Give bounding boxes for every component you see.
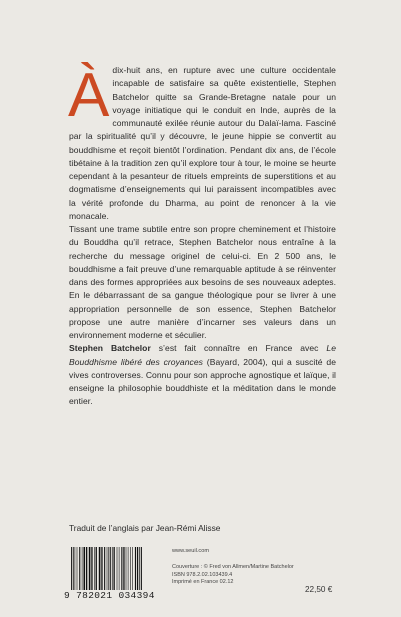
publisher-website: www.seuil.com [172, 548, 209, 554]
author-bio [69, 342, 336, 408]
drop-cap: À [68, 61, 110, 130]
intro-paragraph-text: dix-huit ans, en rupture avec une culture occidentale incapable de satisfaire sa quête existentielle, Stephen Batchelor quitte sa Grande-Bretagne natale pour un voyage initiatique qui le conduit en Inde, auprès de la communauté exilée réunie autour du Dalaï-lama. Fasciné par la spiritualité qu’il y découvre, le jeune hippie se convertit au bouddhisme et reçoit bientôt l’ordination. Pendant dix ans, de l’école tibétaine à la tradition zen qu’il explore tour à tour, le moine se heurte cependant à la pesanteur de rituels empreints de superstitions et au dogmatisme d’enseignements qui lui paraissent incompatibles avec la vérité profonde du Dharma, au point de renoncer à la vie monacale. [69, 65, 336, 221]
price: 22,50 € [305, 585, 333, 594]
barcode-number: 9 782021 034394 [63, 590, 166, 601]
author-bio-text-2: (Bayard, 2004), qui a suscité de vives controverses. Connu pour son approche agnostique et laïque, il enseigne la philosophie bouddhiste et la méditation dans le monde entier. [69, 356, 336, 407]
credits [172, 564, 294, 587]
author-bio-text-1: s’est fait connaître en France avec [150, 343, 327, 354]
author-name: Stephen Batchelor [69, 343, 151, 354]
book-title: Le Bouddhisme libéré des croyances [69, 343, 336, 367]
cover-credit: Couverture : © Fred von Allmen/Martine Batchelor [172, 564, 294, 570]
isbn: ISBN 978.2.02.103439.4 [172, 571, 233, 578]
summary-text [68, 61, 336, 409]
intro-paragraph [68, 61, 336, 223]
printed-in: Imprimé en France 02.12 [172, 579, 234, 586]
second-paragraph: Tissant une trame subtile entre son propre cheminement et l’histoire du Bouddha qu’il retrace, Stephen Batchelor nous entraîne à la recherche du message originel de celui-ci. En 2 500 ans, le bouddhisme a fait preuve d’une remarquable aptitude à se réinventer dans des formes appropriées aux besoins de ses nouveaux adeptes. En le débarrassant de sa gangue théologique pour se livrer à une appropriation personnelle de son essence, Stephen Batchelor propose une autre manière d’incarner ses valeurs dans un environnement moderne et séculier. [69, 224, 336, 340]
translator-credit: Traduit de l’anglais par Jean-Rémi Alisse [69, 523, 221, 533]
